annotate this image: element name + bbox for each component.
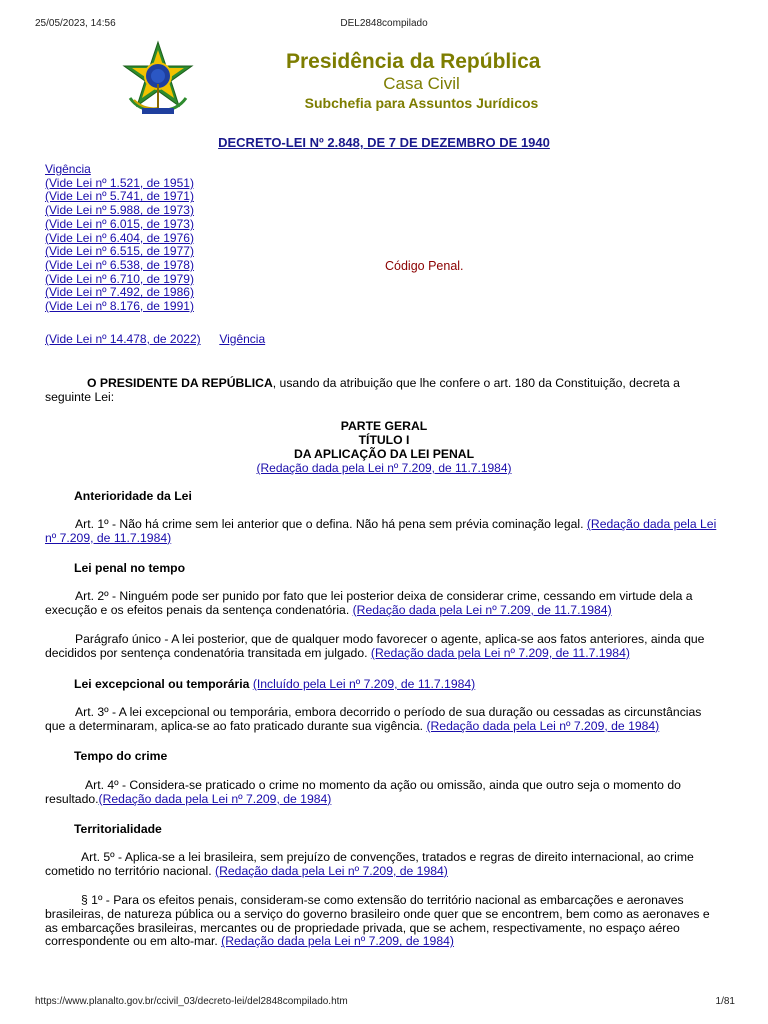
art-5-text: - Aplica-se a lei brasileira, sem prejuízo de convenções, tratados e regras de direito internacional, ao crime cometido no território nacional. <box>45 850 694 878</box>
section-heading-row-lei-excepcional <box>74 677 475 691</box>
art-1-text: Não há crime sem lei anterior que o defina. Não há pena sem prévia cominação legal. <box>116 517 587 531</box>
vide-lei-link[interactable]: (Vide Lei nº 1.521, de 1951) <box>45 175 194 190</box>
decree-title[interactable]: DECRETO-LEI Nº 2.848, DE 7 DE DEZEMBRO DE 1940 <box>218 135 550 150</box>
art-2-redacao-link[interactable]: (Redação dada pela Lei nº 7.209, de 11.7.1984) <box>352 602 612 617</box>
art-3-redacao-link[interactable]: (Redação dada pela Lei nº 7.209, de 1984) <box>426 718 660 733</box>
art-5 <box>45 851 725 879</box>
vigencia-link-2[interactable]: Vigência <box>219 332 266 346</box>
part-heading <box>0 420 768 461</box>
banner-department: Subchefia para Assuntos Jurídicos <box>304 95 539 111</box>
preamble <box>45 377 725 405</box>
coat-of-arms-icon <box>120 40 196 116</box>
vide-lei-link[interactable]: (Vide Lei nº 6.015, de 1973) <box>45 216 194 231</box>
art-5-paragrafo-1 <box>45 894 725 949</box>
art-5-par1-label: § 1º - <box>81 893 110 907</box>
art-4-label: Art. 4º <box>85 778 119 792</box>
art-2-paragrafo-label: Parágrafo único - <box>75 632 169 646</box>
art-5-par1-redacao-link[interactable]: (Redação dada pela Lei nº 7.209, de 1984) <box>221 934 454 949</box>
art-3-label: Art. 3º <box>75 705 109 719</box>
print-doc-title: DEL2848compilado <box>340 18 428 29</box>
lei-excepcional-incluido-link[interactable]: (Incluído pela Lei nº 7.209, de 11.7.1984) <box>252 677 476 691</box>
art-4-text: - Considera-se praticado o crime no momento da ação ou omissão, ainda que outro seja o momento do resultado. <box>45 778 681 806</box>
section-heading-tempo-crime: Tempo do crime <box>74 749 168 763</box>
art-2-paragrafo-unico <box>45 633 725 661</box>
banner-title: Presidência da República <box>286 50 541 73</box>
vide-lei-link[interactable]: (Vide Lei nº 6.710, de 1979) <box>45 271 194 286</box>
art-5-label: Art. 5º <box>81 850 115 864</box>
vide-lei-link[interactable]: (Vide Lei nº 8.176, de 1991) <box>45 299 194 314</box>
vide-lei-link[interactable]: (Vide Lei nº 6.515, de 1977) <box>45 244 194 259</box>
section-heading-territorialidade: Territorialidade <box>74 822 162 836</box>
art-3 <box>45 706 725 734</box>
preamble-text: , usando da atribuição que lhe confere o art. 180 da Constituição, decreta a seguinte Lei: <box>45 376 680 404</box>
print-datetime: 25/05/2023, 14:56 <box>35 18 116 29</box>
parte-geral: PARTE GERAL <box>340 419 428 433</box>
extra-links-row <box>45 332 265 346</box>
art-2-paragrafo-redacao-link[interactable]: (Redação dada pela Lei nº 7.209, de 11.7.1984) <box>370 645 630 660</box>
art-2 <box>45 590 725 618</box>
vide-lei-14478-link[interactable]: (Vide Lei nº 14.478, de 2022) <box>45 332 201 346</box>
vide-lei-link[interactable]: (Vide Lei nº 7.492, de 1986) <box>45 285 194 300</box>
art-1 <box>45 518 725 546</box>
art-3-text: - A lei excepcional ou temporária, embora decorrido o período de sua duração ou cessadas as circunstâncias que a determinaram, aplica-se ao fato praticado durante sua vigência. <box>45 705 702 733</box>
vigencia-link[interactable]: Vigência <box>45 162 91 176</box>
titulo-i: TÍTULO I <box>358 432 410 447</box>
art-4-redacao-link[interactable]: (Redação dada pela Lei nº 7.209, de 1984) <box>98 791 332 806</box>
section-heading-lei-penal-tempo: Lei penal no tempo <box>74 561 186 575</box>
vide-lei-link[interactable]: (Vide Lei nº 5.741, de 1971) <box>45 189 194 204</box>
print-page-number: 1/81 <box>715 996 735 1007</box>
print-url: https://www.planalto.gov.br/ccivil_03/decreto-lei/del2848compilado.htm <box>35 996 348 1007</box>
art-2-paragrafo-text: A lei posterior, que de qualquer modo favorecer o agente, aplica-se aos fatos anteriores, ainda que decididos por sentença condenatória transitada em julgado. <box>45 632 705 660</box>
art-2-text: - Ninguém pode ser punido por fato que lei posterior deixa de considerar crime, cessando em virtude dela a execução e os efeitos penais da sentença condenatória. <box>45 589 693 617</box>
banner-subtitle: Casa Civil <box>383 74 460 93</box>
art-1-redacao-link[interactable]: (Redação dada pela Lei nº 7.209, de 11.7.1984) <box>45 517 717 545</box>
vide-lei-link[interactable]: (Vide Lei nº 5.988, de 1973) <box>45 203 194 218</box>
section-heading-anterioridade: Anterioridade da Lei <box>74 489 192 503</box>
vigencia-links-list <box>45 163 194 314</box>
part-heading-redacao-row <box>0 461 768 475</box>
part-heading-redacao-link[interactable]: (Redação dada pela Lei nº 7.209, de 11.7.1984) <box>256 461 512 475</box>
vide-lei-link[interactable]: (Vide Lei nº 6.404, de 1976) <box>45 230 194 245</box>
art-2-label: Art. 2º <box>75 589 109 603</box>
preamble-president: O PRESIDENTE DA REPÚBLICA <box>87 376 273 390</box>
art-4 <box>45 779 725 807</box>
art-1-label: Art. 1º - <box>75 517 117 531</box>
art-5-par1-text: Para os efeitos penais, consideram-se como extensão do território nacional as embarcações e aeronaves brasileiras, de natureza pública ou a serviço do governo brasileiro onde quer que se encontrem, bem como as aeronaves e as embarcações brasileiras, mercantes ou de propriedade privada, que se achem, respectivamente, no espaço aéreo correspondente ou em alto-mar. <box>45 893 710 949</box>
vide-lei-link[interactable]: (Vide Lei nº 6.538, de 1978) <box>45 257 194 272</box>
section-heading-lei-excepcional: Lei excepcional ou temporária <box>74 677 250 691</box>
art-5-redacao-link[interactable]: (Redação dada pela Lei nº 7.209, de 1984) <box>215 863 448 878</box>
ementa: Código Penal. <box>385 259 464 273</box>
titulo-name: DA APLICAÇÃO DA LEI PENAL <box>293 446 475 461</box>
